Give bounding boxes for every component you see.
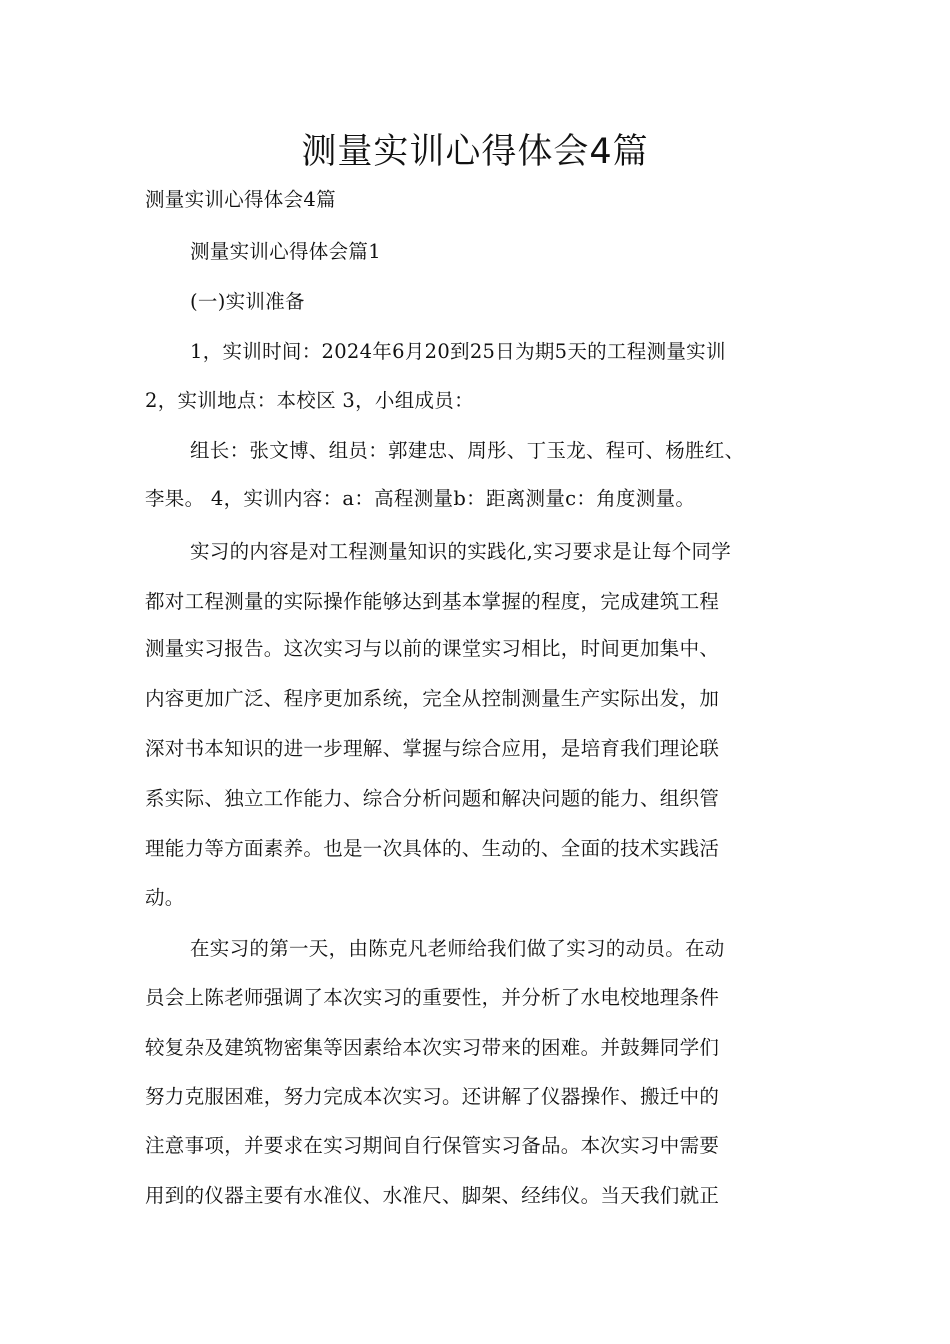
paragraph-line: 测量实习报告。这次实习与以前的课堂实习相比，时间更加集中、 — [145, 637, 720, 660]
paragraph-line: 努力克服困难，努力完成本次实习。还讲解了仪器操作、搬迁中的 — [145, 1085, 720, 1108]
paragraph-line: 都对工程测量的实际操作能够达到基本掌握的程度，完成建筑工程 — [145, 590, 720, 613]
paragraph-line: 在实习的第一天，由陈克凡老师给我们做了实习的动员。在动 — [190, 937, 725, 960]
paragraph-line: 1，实训时间：2024年6月20到25日为期5天的工程测量实训 — [190, 340, 726, 363]
paragraph-line: 员会上陈老师强调了本次实习的重要性，并分析了水电校地理条件 — [145, 986, 720, 1009]
subsection-heading: (一)实训准备 — [190, 290, 305, 313]
paragraph-line: 较复杂及建筑物密集等因素给本次实习带来的困难。并鼓舞同学们 — [145, 1036, 720, 1059]
paragraph-line: 实习的内容是对工程测量知识的实践化,实习要求是让每个同学 — [190, 540, 732, 563]
paragraph-line: 李果。 4，实训内容：a：高程测量b：距离测量c：角度测量。 — [145, 487, 696, 510]
paragraph-line: 系实际、独立工作能力、综合分析问题和解决问题的能力、组织管 — [145, 787, 720, 810]
paragraph-line: 注意事项，并要求在实习期间自行保管实习备品。本次实习中需要 — [145, 1134, 720, 1157]
section-heading: 测量实训心得体会篇1 — [190, 240, 381, 263]
paragraph-line: 内容更加广泛、程序更加系统，完全从控制测量生产实际出发，加 — [145, 687, 720, 710]
paragraph-line: 组长：张文博、组员：郭建忠、周彤、丁玉龙、程可、杨胜红、 — [190, 439, 745, 462]
paragraph-line: 用到的仪器主要有水准仪、水准尺、脚架、经纬仪。当天我们就正 — [145, 1184, 720, 1207]
paragraph-line: 2，实训地点：本校区 3，小组成员： — [145, 389, 474, 412]
paragraph-line: 动。 — [145, 886, 185, 909]
paragraph-line: 深对书本知识的进一步理解、掌握与综合应用，是培育我们理论联 — [145, 737, 720, 760]
paragraph-line: 理能力等方面素养。也是一次具体的、生动的、全面的技术实践活 — [145, 837, 720, 860]
document-title: 测量实训心得体会4篇 — [301, 132, 649, 172]
subtitle-line: 测量实训心得体会4篇 — [145, 188, 336, 211]
